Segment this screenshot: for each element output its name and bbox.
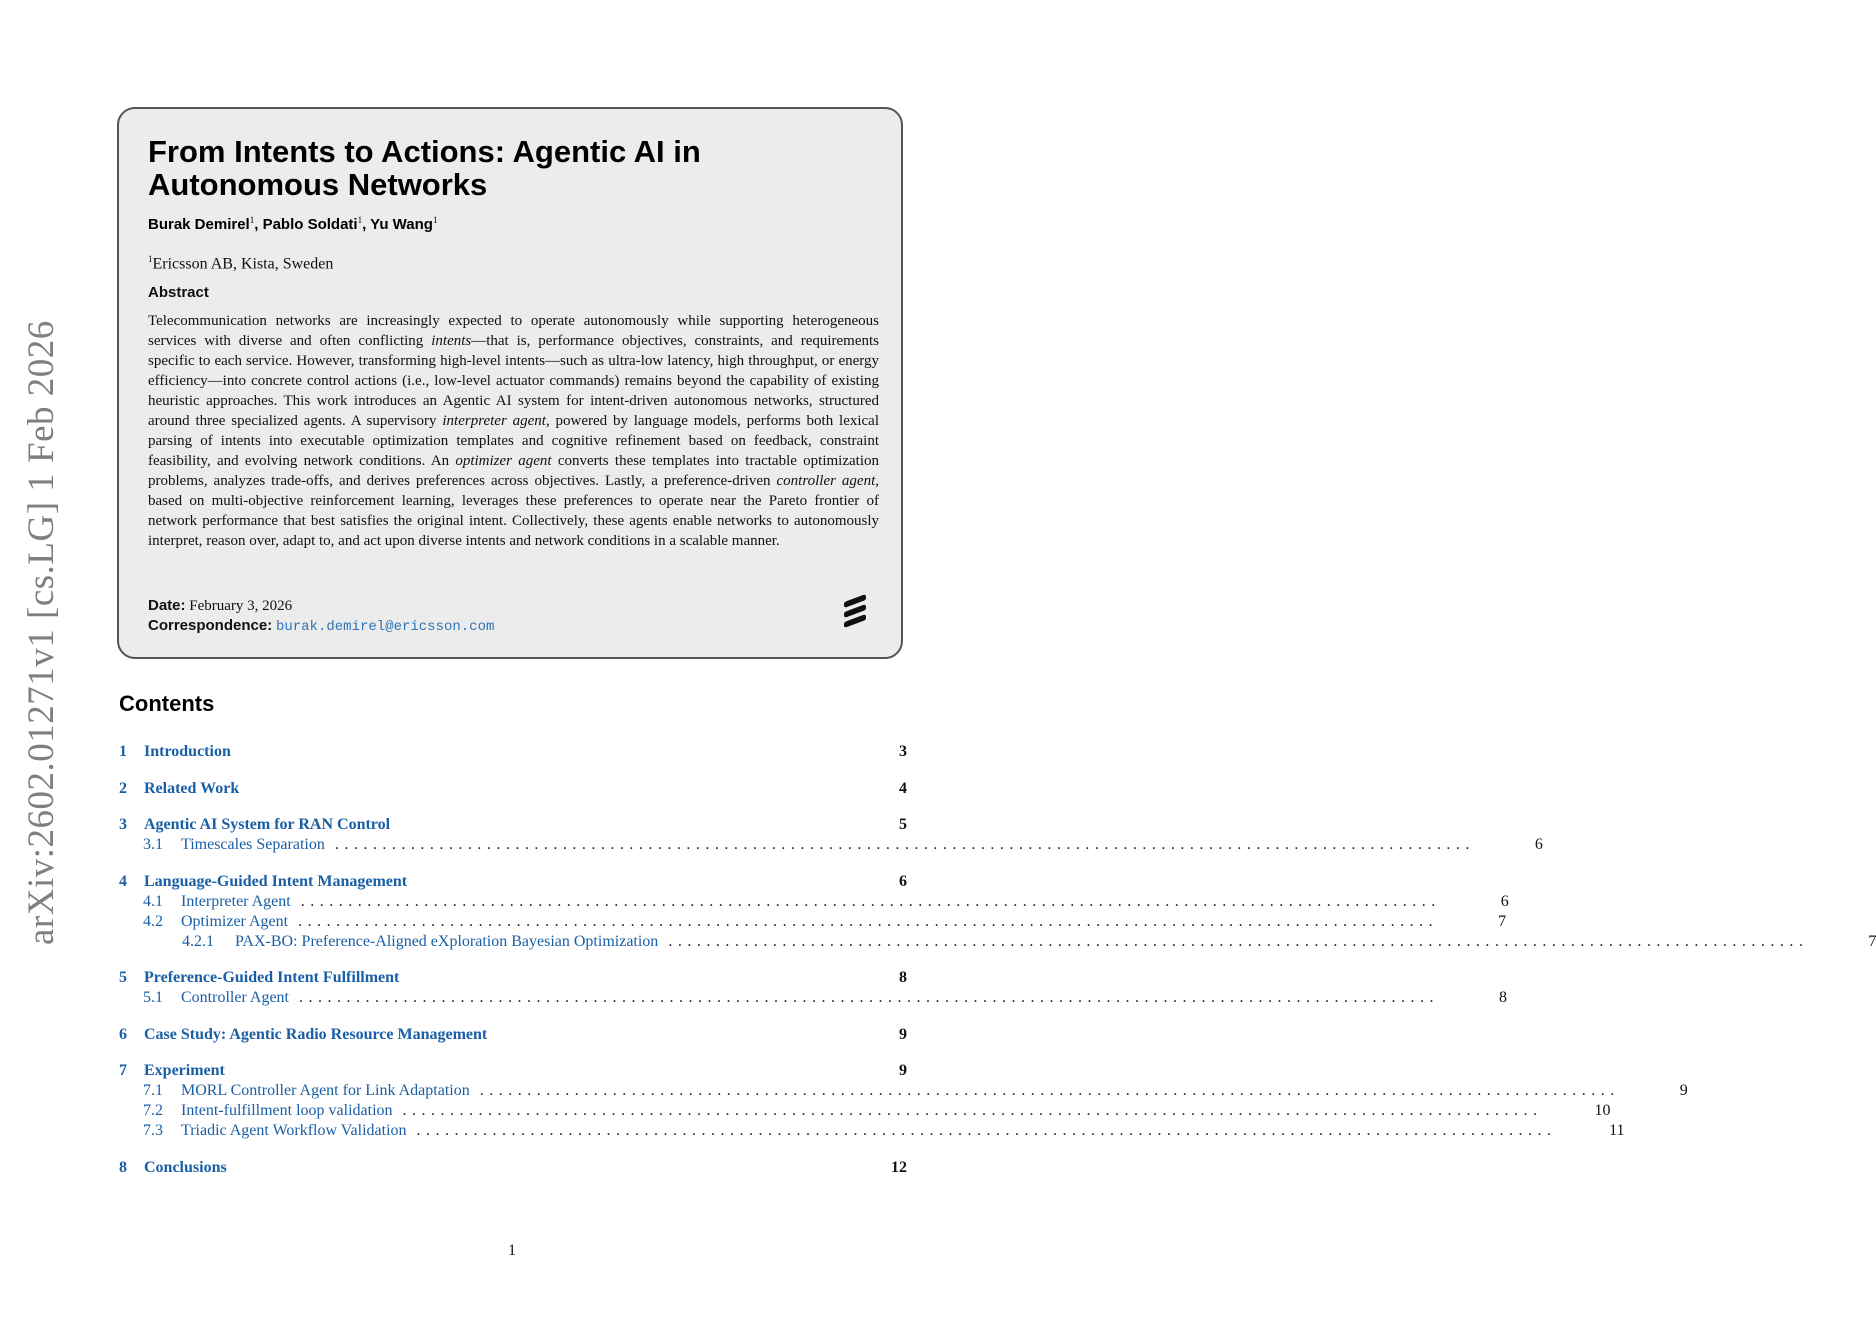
affiliation-mark: 1 bbox=[148, 254, 153, 264]
toc-subsection-link[interactable]: 5.1 Controller Agent ........................................................................................................................ 8 bbox=[143, 989, 1507, 1006]
affiliation-text: Ericsson AB, Kista, Sweden bbox=[152, 255, 334, 273]
date-line bbox=[148, 597, 292, 615]
author-name: Pablo Soldati bbox=[262, 216, 358, 233]
correspondence-label: Correspondence: bbox=[148, 617, 273, 634]
affiliation bbox=[148, 254, 333, 273]
correspondence-line bbox=[148, 617, 494, 635]
page-number: 1 bbox=[508, 1242, 516, 1259]
date-label: Date: bbox=[148, 597, 186, 614]
toc-section-link[interactable]: 1 Introduction 3 bbox=[119, 743, 907, 760]
toc-section-link[interactable]: 8 Conclusions 12 bbox=[119, 1159, 907, 1176]
toc-section-link[interactable]: 7 Experiment 9 bbox=[119, 1062, 907, 1079]
toc-section-link[interactable]: 3 Agentic AI System for RAN Control 5 bbox=[119, 816, 907, 833]
author-affiliation-mark: 1 bbox=[432, 215, 438, 225]
arxiv-identifier: arXiv:2602.01271v1 [cs.LG] 1 Feb 2026 bbox=[21, 320, 62, 945]
toc-section-link[interactable]: 4 Language-Guided Intent Management 6 bbox=[119, 873, 907, 890]
author-name: Yu Wang bbox=[370, 216, 433, 233]
correspondence-email-link[interactable]: burak.demirel@ericsson.com bbox=[275, 619, 495, 635]
toc-subsection-link[interactable]: 7.1 MORL Controller Agent for Link Adaptation ........................................................................................................................ 9 bbox=[143, 1082, 1688, 1099]
author-name: Burak Demirel bbox=[148, 216, 250, 233]
abstract-heading: Abstract bbox=[148, 284, 209, 301]
date-value: February 3, 2026 bbox=[189, 598, 293, 614]
toc-subsection-link[interactable]: 4.2 Optimizer Agent ........................................................................................................................ 7 bbox=[143, 913, 1507, 930]
author-affiliation-mark: 1 bbox=[249, 215, 255, 225]
toc-subsection-link[interactable]: 7.2 Intent-fulfillment loop validation ........................................................................................................................ 10 bbox=[143, 1102, 1611, 1119]
toc-subsection-link[interactable]: 4.1 Interpreter Agent ........................................................................................................................ 6 bbox=[143, 893, 1509, 910]
ericsson-logo-icon bbox=[841, 594, 869, 628]
abstract-text: Telecommunication networks are increasingly expected to operate autonomously while supporting heterogeneous services with diverse and often conflicting intents—that is, performance objectives, constraints, and requirements specific to each service. However, transforming high-level intents—such as ultra-low latency, high throughput, or energy efficiency—into concrete control actions (i.e., low-level actuator commands) remains beyond the capability of existing heuristic approaches. This work introduces an Agentic AI system for intent-driven autonomous networks, structured around three specialized agents. A supervisory interpreter agent, powered by language models, performs both lexical parsing of intents into executable optimization templates and cognitive refinement based on feedback, constraint feasibility, and evolving network conditions. An optimizer agent converts these templates into tractable optimization problems, analyzes trade-offs, and derives preferences across objectives. Lastly, a preference-driven controller agent, based on multi-objective reinforcement learning, leverages these preferences to operate near the Pareto frontier of network performance that best satisfies the original intent. Collectively, these agents enable networks to autonomously interpret, reason over, adapt to, and act upon diverse intents and network conditions in a scalable manner. bbox=[148, 313, 880, 549]
author-list: Burak Demirel$^1$, Pablo Soldati$^1$, Yu Wang$^1$ bbox=[148, 215, 438, 233]
contents-heading: Contents bbox=[119, 691, 215, 716]
paper-title: From Intents to Actions: Agentic AI in Autonomous Networks bbox=[148, 134, 701, 202]
toc-subsection-link[interactable]: 7.3 Triadic Agent Workflow Validation ........................................................................................................................ 11 bbox=[143, 1122, 1625, 1139]
toc-section-link[interactable]: 5 Preference-Guided Intent Fulfillment 8 bbox=[119, 969, 907, 986]
author-affiliation-mark: 1 bbox=[357, 215, 363, 225]
toc-section-link[interactable]: 2 Related Work 4 bbox=[119, 780, 907, 797]
toc-subsubsection-link[interactable]: 4.2.1 PAX-BO: Preference-Aligned eXploration Bayesian Optimization ........................................................................................................................ 7 bbox=[182, 933, 1876, 950]
toc-section-link[interactable]: 6 Case Study: Agentic Radio Resource Management 9 bbox=[119, 1026, 907, 1043]
toc-subsection-link[interactable]: 3.1 Timescales Separation ........................................................................................................................ 6 bbox=[143, 836, 1543, 853]
title-card bbox=[117, 107, 903, 659]
